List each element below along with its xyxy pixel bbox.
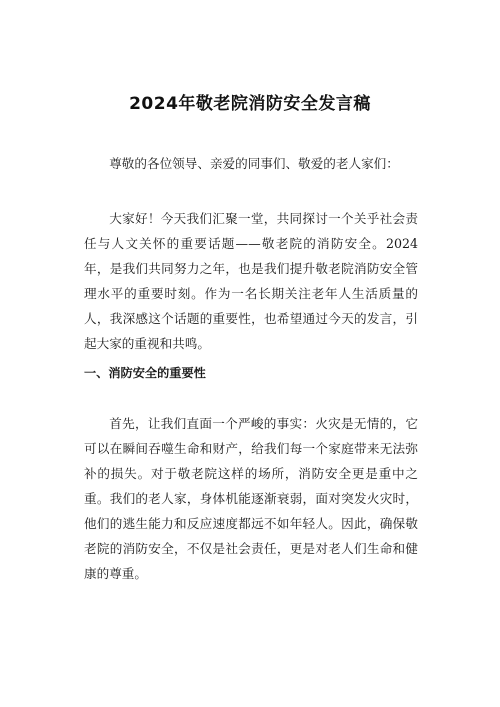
section-heading: 一、消防安全的重要性	[84, 366, 206, 380]
document-title: 2024年敬老院消防安全发言稿	[129, 94, 371, 114]
salutation: 尊敬的各位领导、亲爱的同事们、敬爱的老人家们：	[109, 156, 399, 171]
paragraph-importance: 首先，让我们直面一个严峻的事实：火灾是无情的，它可以在瞬间吞噬生命和财产，给我们每一个家庭带来无法弥补的损失。对于敬老院这样的场所，消防安全更是重中之重。我们的老人家，身体机能逐渐衰弱，面对突发火灾时，他们的逃生能力和反应速度都远不如年轻人。因此，确保敬老院的消防安全，不仅是社会责任，更是对老人们生命和健康的尊重。	[84, 416, 418, 581]
paragraph-intro: 大家好！今天我们汇聚一堂，共同探讨一个关乎社会责任与人文关怀的重要话题——敬老院的消防安全。2024年，是我们共同努力之年，也是我们提升敬老院消防安全管理水平的重要时刻。作为一名长期关注老年人生活质量的人，我深感这个话题的重要性，也希望通过今天的发言，引起大家的重视和共鸣。	[84, 211, 418, 351]
